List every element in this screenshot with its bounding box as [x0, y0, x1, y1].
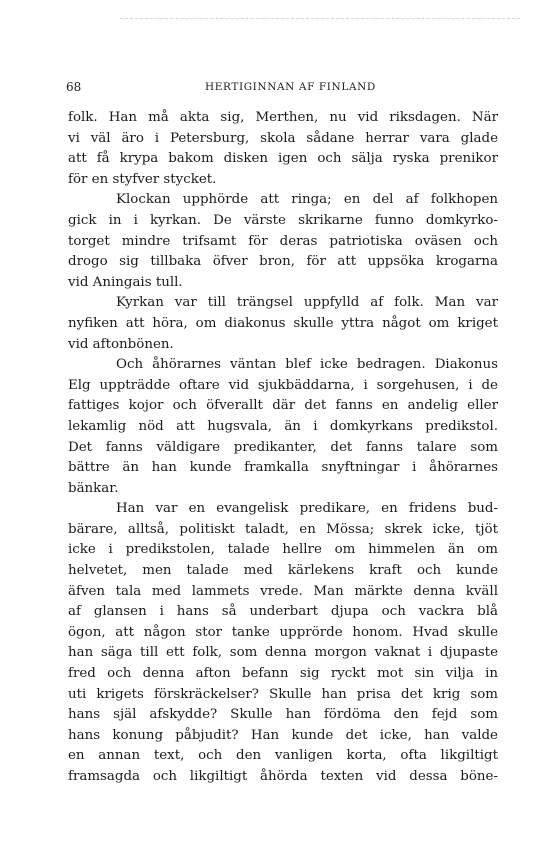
text-line: han säga till ett folk, som denna morgon vaknat i djupaste	[68, 645, 498, 661]
text-line: en annan text, och den vanligen korta, ofta likgiltigt	[68, 748, 498, 764]
text-line: lekamlig nöd att hugsvala, än i domkyrkans predikstol.	[68, 418, 498, 434]
text-line: vi väl äro i Petersburg, skola sådane herrar vara glade	[68, 130, 498, 146]
text-line: bärare, alltså, politiskt taladt, en Mössa; skrek icke, tjöt	[68, 521, 498, 537]
text-line: bänkar.	[68, 480, 119, 496]
text-line: Kyrkan var till trängsel uppfylld af folk. Man var	[116, 295, 498, 311]
text-line: vid aftonbönen.	[68, 336, 174, 352]
text-line: nyfiken att höra, om diakonus skulle yttra något om kriget	[68, 315, 498, 331]
text-line: fred och denna afton befann sig ryckt mot sin vilja in	[68, 666, 498, 682]
text-line: af glansen i hans så underbart djupa och vackra blå	[68, 604, 498, 620]
text-line: vid Aningais tull.	[68, 274, 183, 290]
text-line: att få krypa bakom disken igen och sälja ryska prenikor	[68, 151, 498, 167]
body-text	[68, 108, 498, 788]
text-line: Det fanns väldigare predikanter, det fanns talare som	[68, 439, 498, 455]
page-number: 68	[66, 80, 82, 94]
text-line: Och åhörarnes väntan blef icke bedragen. Diakonus	[116, 357, 498, 373]
text-line: Han var en evangelisk predikare, en fridens bud-	[116, 501, 498, 517]
text-line: Elg uppträdde oftare vid sjukbäddarna, i sorgehusen, i de	[68, 377, 498, 393]
text-line: äfven tala med lammets vrede. Man märkte denna kväll	[68, 583, 498, 599]
text-line: folk. Han må akta sig, Merthen, nu vid riksdagen. När	[68, 110, 498, 125]
running-title: HERTIGINNAN AF FINLAND	[205, 81, 376, 93]
text-line: fattiges kojor och öfverallt där det fanns en andelig eller	[68, 398, 498, 414]
text-line: bättre än han kunde framkalla snyftningar i åhörarnes	[68, 460, 498, 476]
text-line: gick in i kyrkan. De värste skrikarne funno domkyrko-	[68, 212, 498, 228]
text-line: uti krigets förskräckelser? Skulle han prisa det krig som	[68, 686, 498, 702]
text-line: hans själ afskydde? Skulle han fördöma den fejd som	[68, 707, 498, 723]
text-line: helvetet, men talade med kärlekens kraft och kunde	[68, 563, 498, 579]
text-line: ögon, att någon stor tanke upprörde honom. Hvad skulle	[68, 624, 498, 640]
text-line: för en styfver stycket.	[68, 171, 217, 187]
text-line: drogo sig tillbaka öfver bron, för att uppsöka krogarna	[68, 254, 498, 270]
text-line: Klockan upphörde att ringa; en del af folkhopen	[116, 192, 498, 208]
text-line: icke i predikstolen, talade hellre om himmelen än om	[68, 542, 498, 558]
text-line: torget mindre trifsamt för deras patriotiska oväsen och	[68, 233, 498, 249]
scan-edge-rule	[120, 18, 520, 20]
text-line: hans konung påbjudit? Han kunde det icke, han valde	[68, 727, 498, 743]
text-line: framsagda och likgiltigt åhörda texten vid dessa böne-	[68, 769, 498, 784]
